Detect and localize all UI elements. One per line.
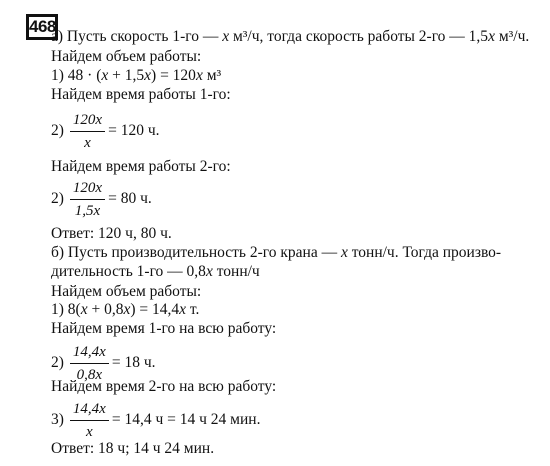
part-b-step-1: 1) 8(x + 0,8x) = 14,4x т. [51,301,200,318]
step-result: = 18 ч. [111,354,156,371]
fraction-numerator: 120x [70,179,105,200]
fraction-numerator: 14,4x [70,343,109,364]
problem-number: 468 [26,14,58,40]
fraction-denominator: x [86,423,93,440]
part-b-answer: Ответ: 18 ч; 14 ч 24 мин. [51,440,215,457]
fraction-numerator: 14,4x [70,400,109,421]
part-b-heading-time-2: Найдем время 2-го на всю работу: [51,378,277,395]
step-result: = 14,4 ч = 14 ч 24 мин. [111,411,261,428]
part-b-intro-line-1: б) Пусть производительность 2-го крана — x тонн/ч. Тогда произво- [51,244,502,261]
part-b-heading-volume: Найдем объем работы: [51,283,202,300]
part-b-intro-line-2: дительность 1-го — 0,8x тонн/ч [51,263,260,280]
step-label: 2) [51,354,64,371]
fraction-numerator: 120x [70,111,105,132]
step-label: 2) [51,122,64,139]
part-a-answer: Ответ: 120 ч, 80 ч. [51,225,172,242]
step-label: 2) [51,190,64,207]
step-result: = 120 ч. [108,122,160,139]
fraction-denominator: 1,5x [74,202,101,219]
part-a-heading-volume: Найдем объем работы: [51,48,202,65]
part-a-heading-time-1: Найдем время работы 1-го: [51,86,231,103]
part-a-intro: а) Пусть скорость 1-го — x м³/ч, тогда скорость работы 2-го — 1,5x м³/ч. [51,28,530,45]
part-b-step-3 [51,397,260,443]
fraction [70,179,105,220]
fraction-denominator: x [84,134,91,151]
part-b-heading-time-1: Найдем время 1-го на всю работу: [51,320,277,337]
fraction [70,111,105,152]
part-a-step-2 [51,108,160,154]
step-result: = 80 ч. [108,190,152,207]
part-a-step-1: 1) 48 · (x + 1,5x) = 120x м³ [51,67,222,84]
part-a-step-3 [51,176,152,222]
step-label: 3) [51,411,64,428]
fraction [70,400,109,441]
fraction-denominator: 0,8x [76,366,103,383]
part-a-heading-time-2: Найдем время работы 2-го: [51,158,231,175]
